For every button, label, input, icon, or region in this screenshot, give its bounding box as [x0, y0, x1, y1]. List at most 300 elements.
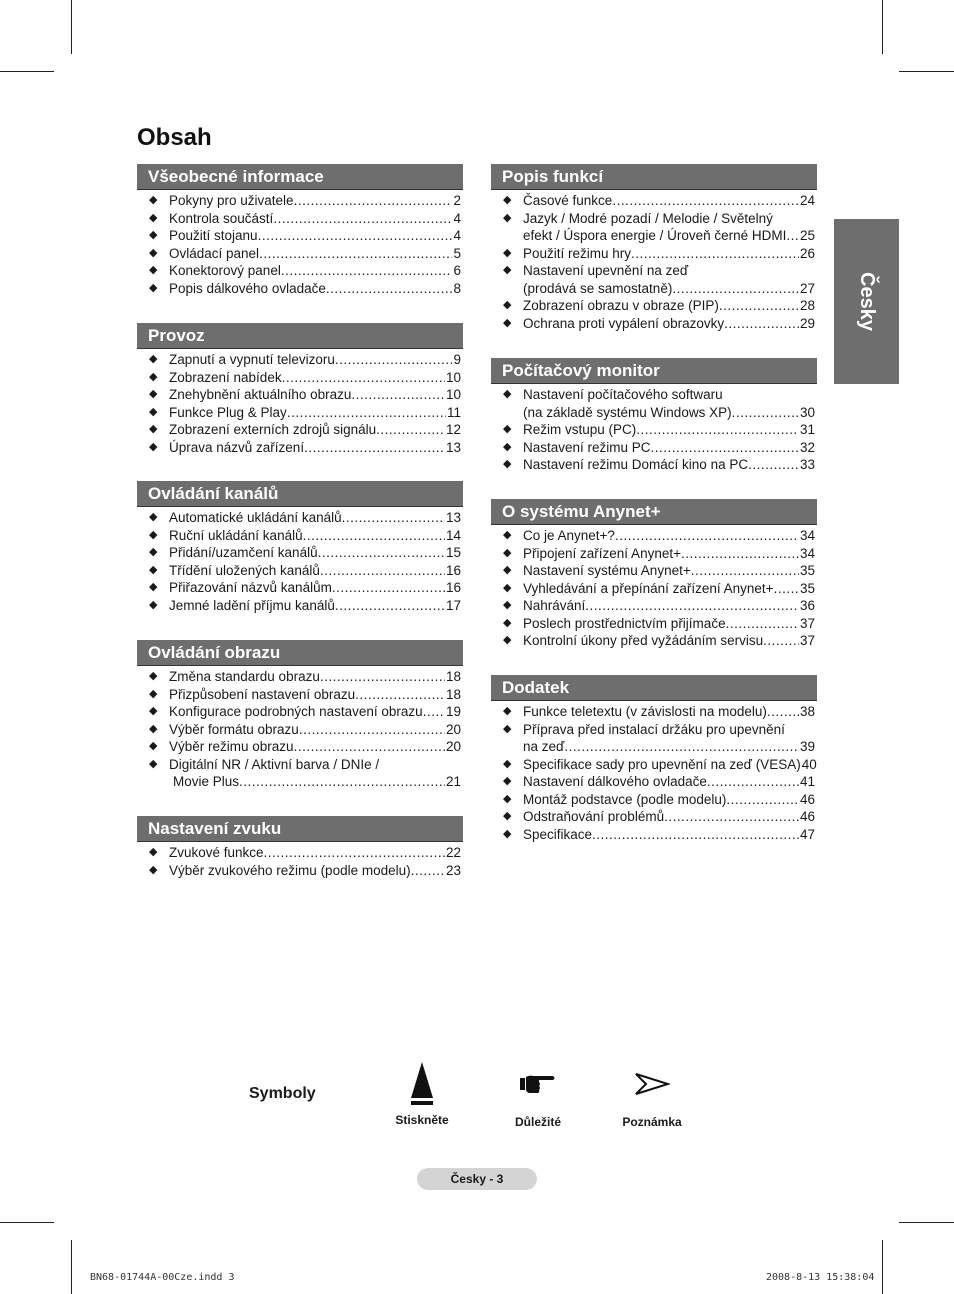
crop-mark: [71, 0, 72, 54]
toc-page-number: 24: [799, 193, 815, 208]
toc-page-number: 18: [445, 686, 461, 702]
dot-leader: [281, 262, 453, 280]
toc-entry[interactable]: [137, 738, 463, 756]
dot-leader: [767, 703, 799, 721]
dot-leader: [259, 245, 452, 263]
toc-page-number: 38: [799, 704, 815, 719]
diamond-bullet-icon: ◆: [503, 705, 512, 717]
dot-leader: [786, 227, 799, 245]
dot-leader: [615, 527, 799, 545]
toc-page-number: 26: [799, 245, 815, 261]
dot-leader: [423, 703, 445, 721]
toc-entry[interactable]: [491, 562, 817, 580]
toc-entry[interactable]: [491, 439, 817, 457]
toc-entry-label: Montáž podstavce (podle modelu): [523, 791, 727, 807]
diamond-bullet-icon: ◆: [149, 563, 158, 576]
diamond-bullet-icon: ◆: [503, 529, 512, 541]
section-header: Ovládání obrazu: [137, 640, 463, 666]
diamond-bullet-icon: ◆: [149, 757, 158, 770]
diamond-bullet-icon: ◆: [149, 598, 158, 611]
diamond-bullet-icon: ◆: [149, 440, 158, 453]
crop-mark: [899, 1222, 954, 1223]
diamond-bullet-icon: ◆: [149, 528, 158, 541]
toc-entry-label: Pokyny pro uživatele: [169, 193, 294, 208]
crop-mark: [882, 1240, 883, 1294]
dot-leader: [326, 280, 453, 298]
toc-entry[interactable]: [137, 404, 463, 422]
diamond-bullet-icon: ◆: [149, 353, 158, 365]
toc-entry-label: (na základě systému Windows XP): [523, 404, 732, 420]
symbol-caption: Poznámka: [622, 1115, 682, 1129]
section-anynet: [491, 499, 817, 650]
dot-leader: [287, 404, 446, 422]
toc-entry[interactable]: [137, 562, 463, 580]
toc-entry-label: Výběr režimu obrazu: [169, 739, 294, 754]
toc-page-number: 15: [445, 545, 461, 560]
toc-entry[interactable]: [491, 791, 817, 809]
dot-leader: [411, 862, 445, 880]
section-header: Popis funkcí: [491, 164, 817, 190]
toc-page-number: 8: [453, 280, 461, 296]
diamond-bullet-icon: ◆: [149, 687, 158, 700]
dot-leader: [239, 773, 445, 791]
toc-entry[interactable]: [137, 756, 463, 791]
toc-list: [491, 190, 817, 332]
dot-leader: [320, 668, 445, 686]
toc-page-number: 41: [799, 774, 815, 789]
dot-leader: [763, 632, 799, 650]
toc-page-number: 2: [453, 193, 461, 208]
toc-entry[interactable]: [491, 756, 817, 774]
toc-entry-label: Kontrola součástí: [169, 210, 274, 226]
dot-leader: [672, 280, 799, 298]
toc-entry-label: (prodává se samostatně): [523, 280, 673, 296]
toc-page-number: 23: [445, 862, 461, 878]
toc-entry[interactable]: [137, 721, 463, 739]
toc-entry-label: Režim vstupu (PC): [523, 422, 637, 437]
diamond-bullet-icon: ◆: [149, 264, 158, 276]
toc-page-number: 27: [799, 280, 815, 296]
toc-page-number: 40: [801, 756, 817, 772]
dot-leader: [724, 315, 799, 333]
diamond-bullet-icon: ◆: [503, 810, 512, 822]
diamond-bullet-icon: ◆: [503, 211, 512, 224]
toc-page-number: 12: [445, 422, 461, 437]
symbol-caption: Stiskněte: [395, 1113, 449, 1127]
toc-entry[interactable]: [491, 456, 817, 474]
section-kanaly: [137, 481, 463, 614]
toc-list: [137, 190, 463, 297]
toc-entry[interactable]: [491, 580, 817, 598]
dot-leader: [335, 597, 445, 615]
toc-entry[interactable]: [137, 544, 463, 562]
toc-entry-label: Zvukové funkce: [169, 845, 264, 860]
diamond-bullet-icon: ◆: [149, 388, 158, 400]
diamond-bullet-icon: ◆: [149, 246, 158, 259]
toc-entry-label: Použití stojanu: [169, 228, 258, 243]
toc-entry[interactable]: [137, 351, 463, 369]
toc-page-number: 6: [453, 263, 461, 278]
toc-entry-label: Automatické ukládání kanálů: [169, 510, 342, 525]
diamond-bullet-icon: ◆: [503, 616, 512, 629]
diamond-bullet-icon: ◆: [149, 211, 158, 224]
crop-mark: [0, 71, 54, 72]
toc-entry-label: Popis dálkového ovladače: [169, 280, 326, 296]
dot-leader: [318, 544, 445, 562]
toc-page-number: 16: [445, 580, 461, 595]
toc-entry-line: Příprava před instalací držáku pro upevnění: [523, 721, 785, 737]
page-title: Obsah: [137, 124, 212, 151]
toc-page-number: 46: [799, 791, 815, 807]
diamond-bullet-icon: ◆: [503, 546, 512, 559]
toc-entry[interactable]: [137, 509, 463, 527]
toc-entry-label: Odstraňování problémů: [523, 809, 665, 824]
toc-entry[interactable]: [137, 527, 463, 545]
toc-entry-label: Funkce teletextu (v závislosti na modelu): [523, 704, 767, 719]
pointing-hand-icon: [519, 1068, 557, 1100]
toc-entry[interactable]: [491, 192, 817, 210]
dot-leader: [376, 421, 445, 439]
crop-mark: [899, 71, 954, 72]
diamond-bullet-icon: ◆: [149, 511, 158, 523]
diamond-bullet-icon: ◆: [503, 722, 512, 735]
toc-entry[interactable]: [491, 773, 817, 791]
section-header: Dodatek: [491, 675, 817, 701]
section-header: Provoz: [137, 323, 463, 349]
toc-entry-label: Úprava názvů zařízení: [169, 439, 305, 455]
diamond-bullet-icon: ◆: [149, 863, 158, 876]
diamond-bullet-icon: ◆: [503, 581, 512, 594]
toc-entry-label: Ruční ukládání kanálů: [169, 527, 303, 543]
section-zvuk: [137, 816, 463, 879]
toc-entry[interactable]: [491, 297, 817, 315]
toc-entry-label: Přidání/uzamčení kanálů: [169, 545, 318, 560]
dot-leader: [303, 527, 445, 545]
toc-entry-label: Specifikace sady pro upevnění na zeď (VESA): [523, 756, 801, 772]
toc-entry-label: Konektorový panel: [169, 263, 281, 278]
toc-entry[interactable]: [137, 686, 463, 704]
toc-entry[interactable]: [491, 210, 817, 245]
arrowhead-icon: [634, 1068, 670, 1100]
toc-page-number: 16: [445, 562, 461, 578]
toc-entry-label: Jemné ladění příjmu kanálů: [169, 597, 335, 613]
diamond-bullet-icon: ◆: [149, 705, 158, 717]
toc-entry-label: Časové funkce: [523, 193, 613, 208]
dot-leader: [273, 210, 452, 228]
print-file-info: BN68-01744A-00Cze.indd 3: [90, 1272, 235, 1283]
toc-entry-label: Vyhledávání a přepínání zařízení Anynet+: [523, 580, 774, 596]
diamond-bullet-icon: ◆: [503, 458, 512, 470]
diamond-bullet-icon: ◆: [149, 722, 158, 735]
diamond-bullet-icon: ◆: [149, 581, 158, 593]
dot-leader: [355, 686, 445, 704]
toc-page-number: 34: [799, 528, 815, 543]
toc-entry-label: Co je Anynet+?: [523, 528, 615, 543]
toc-entry[interactable]: [137, 280, 463, 298]
toc-entry-label: Přiřazování názvů kanálům: [169, 580, 332, 595]
dot-leader: [636, 421, 799, 439]
toc-page-number: 17: [445, 597, 461, 613]
toc-entry[interactable]: [137, 703, 463, 721]
dot-leader: [726, 791, 799, 809]
diamond-bullet-icon: ◆: [149, 423, 158, 435]
diamond-bullet-icon: ◆: [503, 827, 512, 840]
toc-page-number: 5: [453, 245, 461, 261]
section-vseobecne: [137, 164, 463, 297]
toc-page-number: 31: [799, 422, 815, 437]
dot-leader: [294, 192, 453, 210]
toc-entry-label: Ovládací panel: [169, 245, 260, 261]
dot-leader: [342, 509, 445, 527]
language-label: Česky: [856, 272, 878, 331]
toc-page-number: 32: [799, 439, 815, 455]
dot-leader: [691, 562, 799, 580]
toc-entry-label: Funkce Plug & Play: [169, 404, 287, 420]
toc-entry-label: Přizpůsobení nastavení obrazu: [169, 686, 356, 702]
toc-entry-label: Nastavení režimu Domácí kino na PC: [523, 457, 749, 472]
toc-entry[interactable]: [491, 615, 817, 633]
toc-page-number: 10: [445, 369, 461, 385]
toc-entry[interactable]: [137, 227, 463, 245]
toc-entry[interactable]: [491, 262, 817, 297]
toc-entry[interactable]: [491, 597, 817, 615]
toc-entry[interactable]: [491, 632, 817, 650]
toc-entry[interactable]: [491, 315, 817, 333]
diamond-bullet-icon: ◆: [149, 281, 158, 294]
section-header: Počítačový monitor: [491, 358, 817, 384]
toc-entry-label: Zapnutí a vypnutí televizoru: [169, 352, 335, 367]
toc-page-number: 10: [445, 387, 461, 402]
toc-entry[interactable]: [491, 245, 817, 263]
toc-page-number: 39: [799, 739, 815, 754]
dot-leader: [258, 227, 453, 245]
toc-entry[interactable]: [137, 439, 463, 457]
toc-entry-label: Znehybnění aktuálního obrazu: [169, 387, 352, 402]
print-timestamp: 2008-8-13 15:38:04: [766, 1272, 875, 1283]
toc-entry-label: Výběr zvukového režimu (podle modelu): [169, 862, 411, 878]
toc-entry-label: Změna standardu obrazu: [169, 669, 320, 684]
dot-leader: [732, 404, 799, 422]
toc-page-number: 30: [799, 404, 815, 420]
diamond-bullet-icon: ◆: [503, 564, 512, 576]
toc-page-number: 18: [445, 669, 461, 684]
dot-leader: [335, 351, 453, 369]
toc-entry-label: Zobrazení externích zdrojů signálu: [169, 422, 377, 437]
section-obraz: [137, 640, 463, 791]
diamond-bullet-icon: ◆: [149, 405, 158, 418]
toc-entry-label: Použití režimu hry: [523, 245, 632, 261]
dot-leader: [564, 738, 799, 756]
toc-entry[interactable]: [491, 545, 817, 563]
toc-page-number: 11: [446, 404, 461, 420]
dot-leader: [719, 297, 799, 315]
dot-leader: [681, 545, 799, 563]
toc-page-number: 20: [445, 721, 461, 737]
section-header: Všeobecné informace: [137, 164, 463, 190]
crop-mark: [0, 1222, 54, 1223]
toc-page-number: 35: [799, 580, 815, 596]
toc-entry-label: Nastavení systému Anynet+: [523, 563, 691, 578]
toc-page-number: 22: [445, 845, 461, 860]
symbol-important: [505, 1068, 571, 1129]
dot-leader: [651, 439, 799, 457]
toc-entry[interactable]: [491, 808, 817, 826]
toc-entry-label: Zobrazení obrazu v obraze (PIP): [523, 298, 719, 313]
toc-page-number: 46: [799, 809, 815, 824]
diamond-bullet-icon: ◆: [503, 440, 512, 453]
language-side-tab: [834, 219, 899, 384]
toc-entry[interactable]: [491, 421, 817, 439]
diamond-bullet-icon: ◆: [503, 299, 512, 311]
diamond-bullet-icon: ◆: [503, 599, 512, 611]
diamond-bullet-icon: ◆: [503, 264, 512, 276]
toc-page-number: 37: [799, 615, 815, 631]
toc-page-number: 14: [445, 527, 461, 543]
toc-entry-label: Ochrana proti vypálení obrazovky: [523, 315, 725, 331]
diamond-bullet-icon: ◆: [503, 775, 512, 787]
toc-page-number: 19: [445, 704, 461, 719]
toc-page-number: 28: [799, 298, 815, 313]
toc-page-number: 4: [453, 210, 461, 226]
diamond-bullet-icon: ◆: [149, 740, 158, 752]
dot-leader: [294, 738, 445, 756]
toc-entry[interactable]: [137, 862, 463, 880]
dot-leader: [707, 773, 799, 791]
toc-entry-label: Movie Plus: [173, 774, 240, 789]
toc-list: [137, 349, 463, 456]
toc-page-number: 20: [445, 739, 461, 754]
diamond-bullet-icon: ◆: [503, 388, 512, 400]
dot-leader: [320, 562, 445, 580]
page-number-badge: Česky - 3: [417, 1168, 537, 1190]
dot-leader: [332, 579, 445, 597]
symbols-label: Symboly: [249, 1085, 316, 1102]
crop-mark: [71, 1240, 72, 1294]
crop-mark: [882, 0, 883, 54]
toc-list: [491, 525, 817, 650]
dot-leader: [282, 369, 445, 387]
toc-page-number: 25: [799, 228, 815, 243]
dot-leader: [774, 580, 799, 598]
diamond-bullet-icon: ◆: [149, 846, 158, 858]
toc-entry-line: Nastavení upevnění na zeď: [523, 263, 689, 278]
toc-entry[interactable]: [491, 826, 817, 844]
toc-entry[interactable]: [137, 844, 463, 862]
diamond-bullet-icon: ◆: [149, 370, 158, 383]
toc-page-number: 36: [799, 598, 815, 613]
section-header: Nastavení zvuku: [137, 816, 463, 842]
toc-page-number: 4: [453, 228, 461, 243]
section-header: Ovládání kanálů: [137, 481, 463, 507]
symbol-press: [392, 1060, 452, 1127]
section-header: O systému Anynet+: [491, 499, 817, 525]
diamond-bullet-icon: ◆: [503, 246, 512, 259]
toc-page-number: 35: [799, 563, 815, 578]
dot-leader: [726, 615, 799, 633]
toc-entry[interactable]: [137, 579, 463, 597]
diamond-bullet-icon: ◆: [503, 316, 512, 329]
toc-entry-label: Specifikace: [523, 826, 593, 842]
toc-entry-label: Výběr formátu obrazu: [169, 721, 299, 737]
dot-leader: [351, 386, 445, 404]
dot-leader: [264, 844, 445, 862]
press-triangle-icon: [407, 1060, 437, 1108]
toc-page-number: 29: [799, 315, 815, 331]
toc-list: [137, 666, 463, 791]
dot-leader: [585, 597, 799, 615]
toc-entry-line: Jazyk / Modré pozadí / Melodie / Světelný: [523, 210, 773, 226]
toc-page-number: 9: [453, 352, 461, 367]
toc-entry[interactable]: [137, 386, 463, 404]
toc-entry-label: Připojení zařízení Anynet+: [523, 545, 681, 561]
dot-leader: [631, 245, 799, 263]
toc-entry[interactable]: [491, 703, 817, 721]
toc-page-number: 13: [445, 510, 461, 525]
toc-entry-line: Digitální NR / Aktivní barva / DNIe /: [169, 756, 380, 772]
diamond-bullet-icon: ◆: [149, 194, 158, 206]
toc-page-number: 47: [799, 826, 815, 842]
toc-entry[interactable]: [137, 421, 463, 439]
dot-leader: [304, 439, 445, 457]
toc-entry-label: Nastavení dálkového ovladače: [523, 774, 707, 789]
toc-entry[interactable]: [491, 721, 817, 756]
toc-entry-label: Zobrazení nabídek: [169, 369, 282, 385]
dot-leader: [748, 456, 799, 474]
dot-leader: [592, 826, 799, 844]
diamond-bullet-icon: ◆: [503, 194, 512, 206]
diamond-bullet-icon: ◆: [503, 757, 512, 770]
toc-list: [137, 842, 463, 879]
toc-entry-label: Konfigurace podrobných nastavení obrazu: [169, 704, 423, 719]
toc-list: [491, 701, 817, 843]
section-provoz: [137, 323, 463, 456]
toc-entry[interactable]: [491, 527, 817, 545]
toc-entry-label: Poslech prostřednictvím přijímače: [523, 615, 726, 631]
section-dodatek: [491, 675, 817, 843]
toc-entry[interactable]: [137, 597, 463, 615]
toc-entry-label: Kontrolní úkony před vyžádáním servisu: [523, 633, 764, 648]
toc-entry-label: Nastavení režimu PC: [523, 439, 651, 455]
toc-entry[interactable]: [137, 668, 463, 686]
toc-entry[interactable]: [137, 245, 463, 263]
toc-list: [491, 384, 817, 474]
diamond-bullet-icon: ◆: [503, 634, 512, 646]
dot-leader: [664, 808, 799, 826]
toc-entry-label: Nahrávání: [523, 598, 586, 613]
toc-entry[interactable]: [491, 386, 817, 421]
diamond-bullet-icon: ◆: [149, 546, 158, 558]
toc-entry[interactable]: [137, 210, 463, 228]
dot-leader: [299, 721, 445, 739]
toc-entry[interactable]: [137, 262, 463, 280]
dot-leader: [612, 192, 799, 210]
toc-entry[interactable]: [137, 369, 463, 387]
toc-page-number: 33: [799, 457, 815, 472]
toc-entry-label: na zeď: [523, 739, 565, 754]
diamond-bullet-icon: ◆: [503, 792, 512, 805]
diamond-bullet-icon: ◆: [503, 423, 512, 435]
diamond-bullet-icon: ◆: [149, 670, 158, 682]
toc-entry-label: Třídění uložených kanálů: [169, 562, 320, 578]
diamond-bullet-icon: ◆: [149, 229, 158, 241]
toc-entry[interactable]: [137, 192, 463, 210]
toc-page-number: 34: [799, 545, 815, 561]
symbol-caption: Důležité: [514, 1115, 561, 1129]
toc-page-number: 37: [799, 633, 815, 648]
section-pc: [491, 358, 817, 474]
toc-entry-line: Nastavení počítačového softwaru: [523, 387, 723, 402]
symbol-note: [620, 1068, 684, 1129]
